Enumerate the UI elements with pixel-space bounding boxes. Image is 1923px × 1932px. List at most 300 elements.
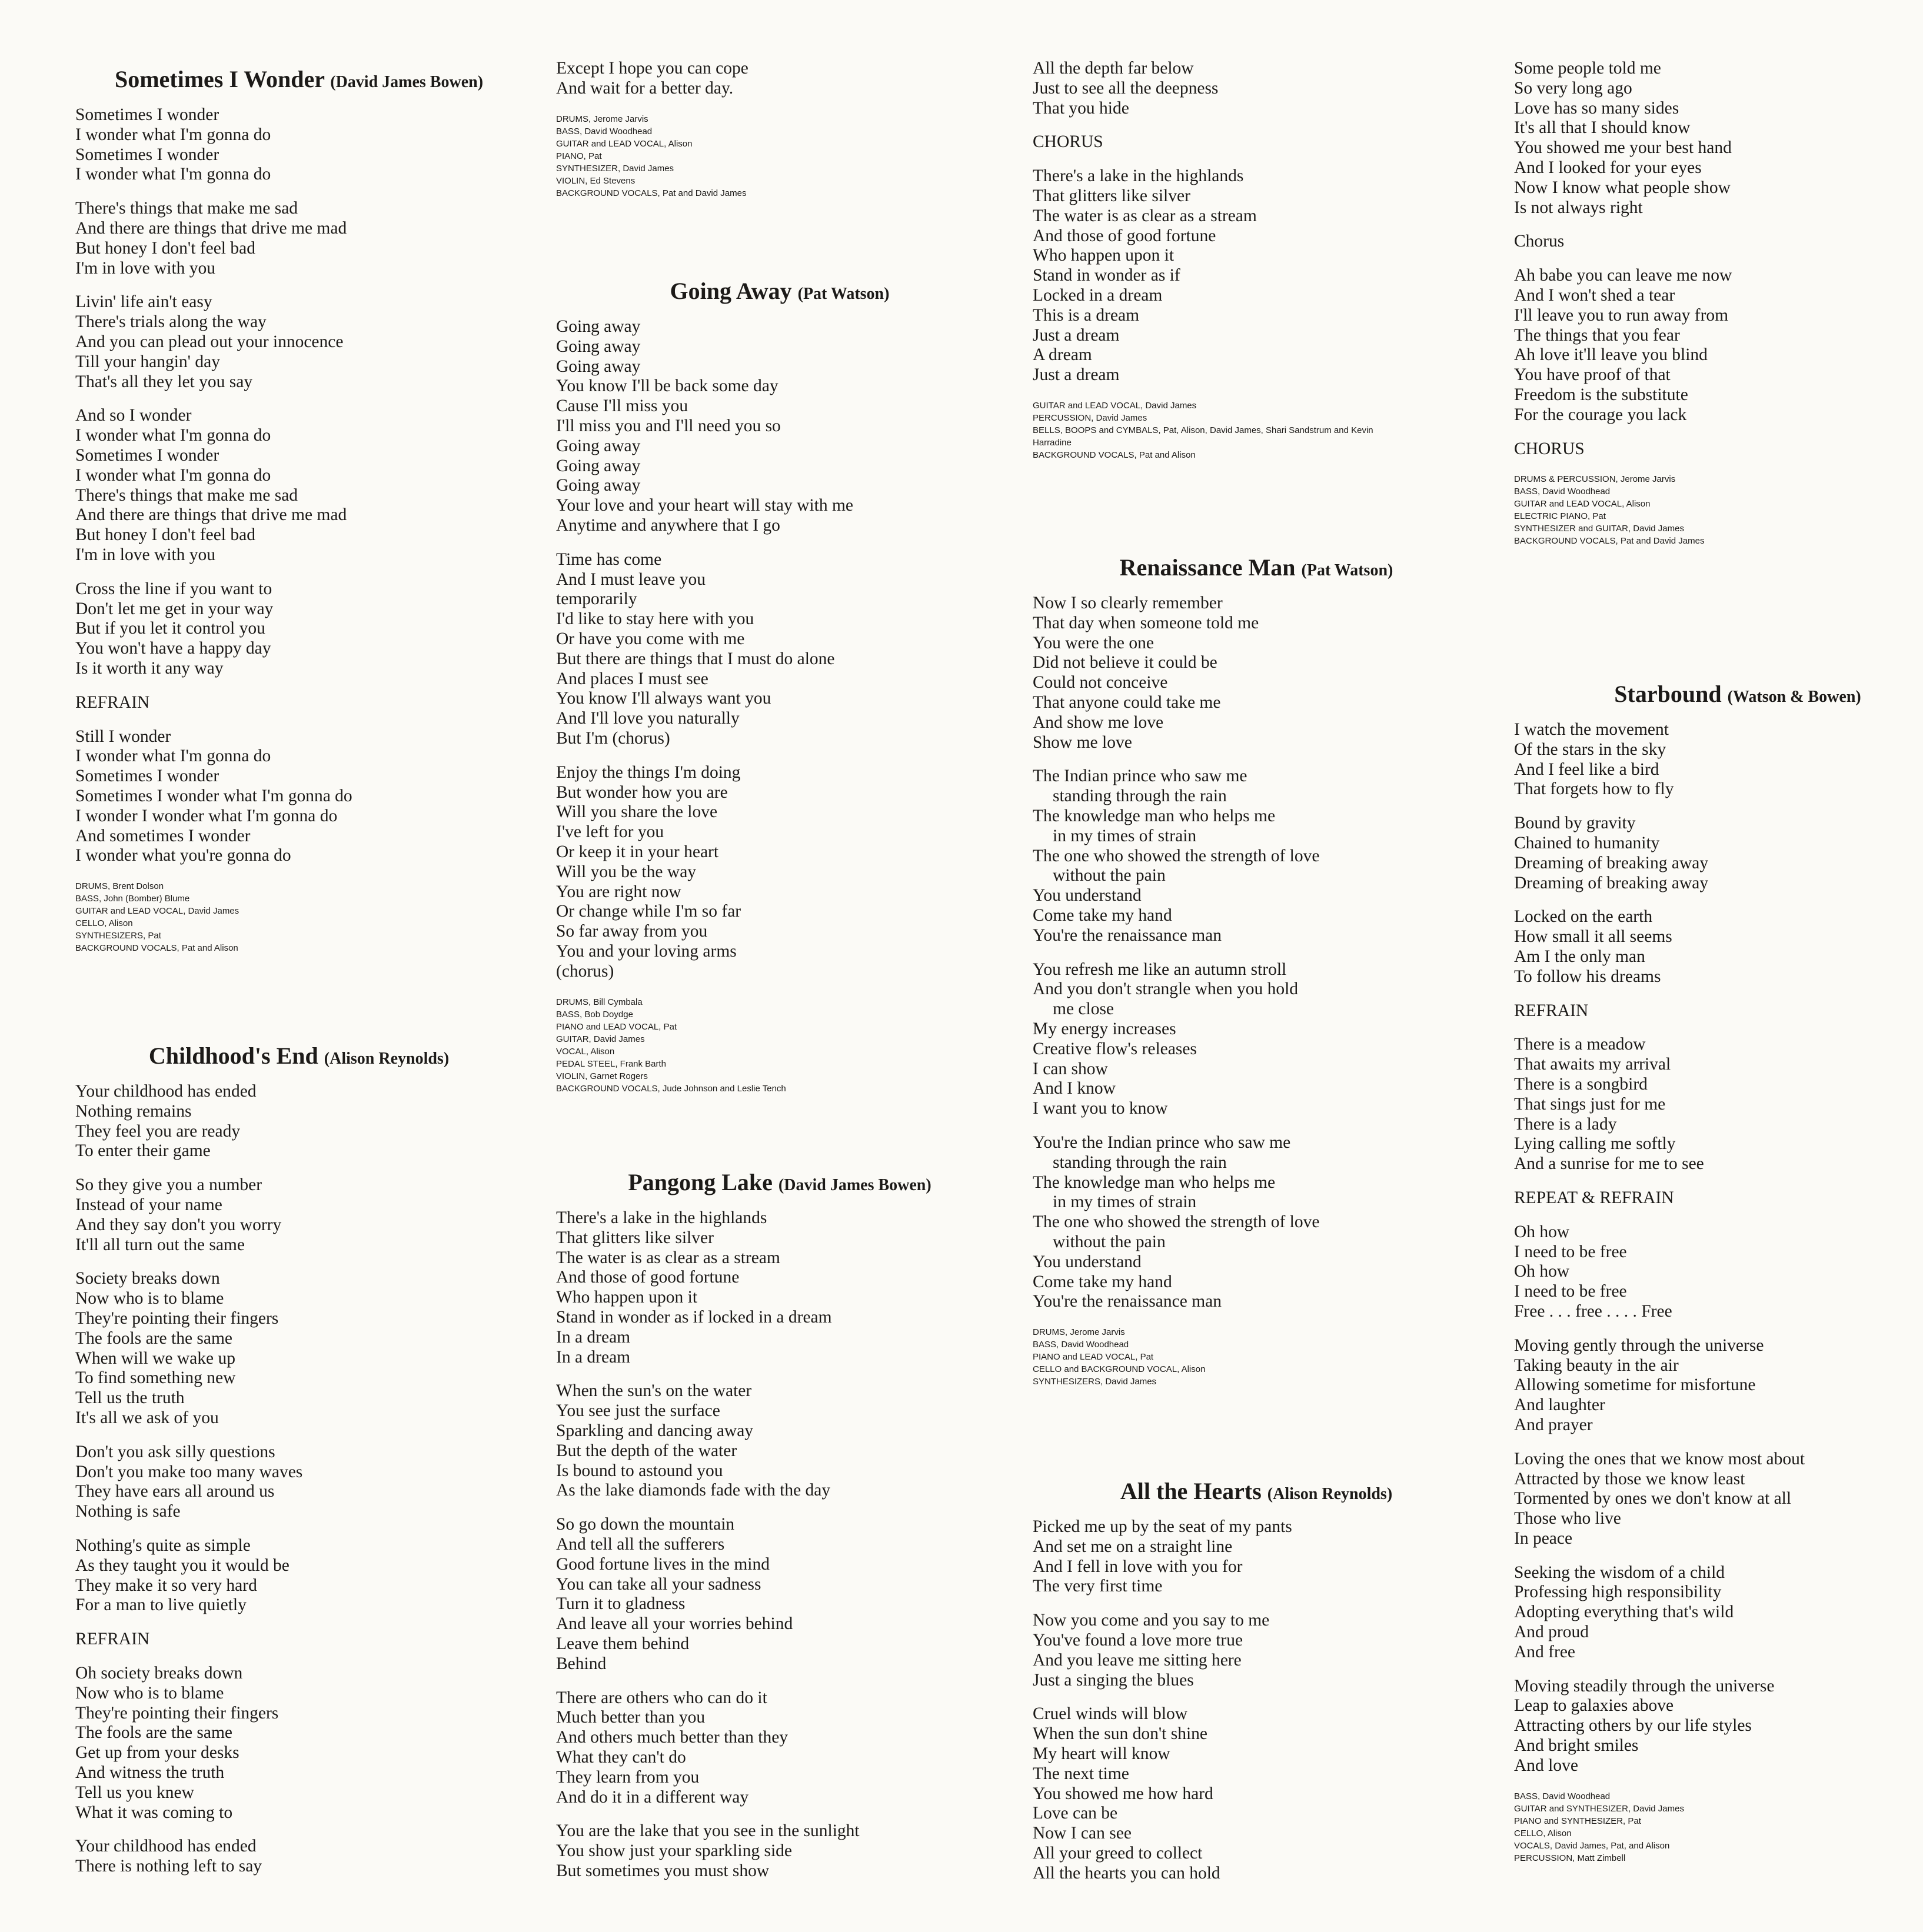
credit-line: DRUMS, Bill Cymbala — [556, 997, 643, 1007]
stanza — [1033, 1133, 1480, 1312]
lyric-line: And there are things that drive me mad — [75, 505, 347, 525]
stanza — [556, 1688, 1003, 1808]
lyric-line: That anyone could take me — [1033, 692, 1221, 712]
lyric-line: I wonder what I'm gonna do — [75, 426, 271, 445]
lyric-line: Of the stars in the sky — [1514, 740, 1666, 759]
lyric-line: What it was coming to — [75, 1803, 233, 1822]
lyric-line: Instead of your name — [75, 1195, 222, 1214]
lyric-line: But the depth of the water — [556, 1441, 737, 1460]
lyric-line: You know I'll be back some day — [556, 377, 778, 396]
lyric-line: All your greed to collect — [1033, 1843, 1203, 1863]
credit-line: BACKGROUND VOCALS, Jude Johnson and Leslie Tench — [556, 1083, 786, 1094]
stanza — [75, 1082, 523, 1161]
lyric-line: As the lake diamonds fade with the day — [556, 1481, 831, 1500]
lyric-line: You and your loving arms — [556, 941, 737, 961]
lyric-line: Now I so clearly remember — [1033, 594, 1223, 612]
lyric-line: standing through the rain — [1053, 1152, 1227, 1172]
credit-line: GUITAR and LEAD VOCAL, David James — [1033, 400, 1197, 411]
stanza — [1033, 59, 1480, 118]
lyric-line: And I must leave you — [556, 569, 706, 589]
credit-line: ELECTRIC PIANO, Pat — [1514, 511, 1606, 522]
lyric-line: Going away — [556, 357, 641, 376]
lyric-line: Going away — [556, 337, 641, 356]
lyric-line: And witness the truth — [75, 1763, 225, 1782]
credit-line: VOCAL, Alison — [556, 1046, 615, 1057]
stanza — [1514, 720, 1923, 800]
lyric-line: Oh society breaks down — [75, 1663, 243, 1683]
lyric-line: You see just the surface — [556, 1401, 720, 1421]
lyric-line: It's all we ask of you — [75, 1408, 219, 1427]
stanza — [556, 59, 1003, 99]
lyric-line: There's a lake in the highlands — [1033, 166, 1244, 186]
lyric-line: in my times of strain — [1053, 826, 1197, 845]
lyric-line: Except I hope you can cope — [556, 59, 748, 78]
lyric-line: There is a meadow — [1514, 1035, 1646, 1054]
credits-list — [75, 880, 523, 954]
lyric-line: When will we wake up — [75, 1348, 235, 1368]
lyric-line: Good fortune lives in the mind — [556, 1554, 770, 1574]
lyric-line: I wonder what I'm gonna do — [75, 465, 271, 485]
lyric-line: It's all that I should know — [1514, 118, 1691, 138]
lyric-line: And I fell in love with you for — [1033, 1557, 1243, 1576]
lyric-line: What they can't do — [556, 1747, 686, 1767]
credit-line: PERCUSSION, Matt Zimbell — [1514, 1853, 1626, 1863]
credit-line: BASS, David Woodhead — [1033, 1340, 1129, 1350]
lyric-line: And leave all your worries behind — [556, 1614, 793, 1634]
lyric-line: How small it all seems — [1514, 927, 1672, 947]
lyric-line: You are the lake that you see in the sunlight — [556, 1821, 860, 1841]
lyric-line: Behind — [556, 1654, 607, 1673]
lyric-line: I wonder what I'm gonna do — [75, 747, 271, 766]
lyric-line: Livin' life ain't easy — [75, 292, 212, 312]
stanza — [1514, 1035, 1923, 1174]
lyric-line: So very long ago — [1514, 78, 1632, 98]
lyric-line: in my times of strain — [1053, 1192, 1197, 1212]
lyric-line: Just a singing the blues — [1033, 1670, 1194, 1690]
lyric-line: Sometimes I wonder — [75, 767, 219, 786]
stanza — [1514, 1677, 1923, 1776]
lyric-line: There's things that make me sad — [75, 199, 298, 218]
lyric-line: Going away — [556, 456, 641, 475]
credit-line: CELLO, Alison — [1514, 1828, 1572, 1838]
song-author: (David James Bowen) — [778, 1176, 931, 1194]
credit-line: BELLS, BOOPS and CYMBALS, Pat, Alison, David James, Shari Sandstrum and Kevin — [1033, 425, 1373, 435]
credit-line: GUITAR and LEAD VOCAL, David James — [75, 906, 239, 917]
section-marker: REFRAIN — [1514, 1001, 1589, 1020]
lyric-line: You were the one — [1033, 633, 1154, 652]
credit-line: BASS, Bob Doydge — [556, 1009, 633, 1020]
lyric-line: You showed me your best hand — [1514, 138, 1732, 158]
lyric-line: Professing high responsibility — [1514, 1583, 1722, 1602]
lyric-line: I wonder what I'm gonna do — [75, 165, 271, 184]
lyric-line: So far away from you — [556, 922, 708, 941]
lyric-line: You know I'll always want you — [556, 689, 771, 708]
lyric-line: I've left for you — [556, 822, 664, 842]
lyric-line: Oh how — [1514, 1222, 1570, 1241]
credit-line: BACKGROUND VOCALS, Pat and Alison — [75, 943, 238, 954]
lyric-line: And those of good fortune — [1033, 226, 1216, 245]
credit-line: DRUMS, Brent Dolson — [75, 881, 164, 892]
stanza — [1514, 907, 1923, 987]
lyric-line: And I'll love you naturally — [556, 709, 740, 728]
stanza — [1514, 1563, 1923, 1663]
section-marker: REFRAIN — [75, 692, 150, 712]
lyric-line: In peace — [1514, 1528, 1573, 1548]
lyric-line: I'll miss you and I'll need you so — [556, 416, 781, 435]
stanza — [556, 1208, 1003, 1367]
lyric-line: So go down the mountain — [556, 1515, 735, 1534]
lyric-line: I watch the movement — [1514, 720, 1669, 739]
lyric-line: And places I must see — [556, 669, 708, 688]
lyric-line: And sometimes I wonder — [75, 826, 251, 845]
lyric-line: Stand in wonder as if locked in a dream — [556, 1307, 832, 1327]
stanza — [556, 317, 1003, 536]
lyric-line: Just to see all the deepness — [1033, 78, 1219, 98]
lyric-line: And do it in a different way — [556, 1787, 749, 1807]
credit-line: VIOLIN, Ed Stevens — [556, 175, 636, 186]
credits-list — [1033, 399, 1480, 461]
lyric-line: I wonder what I'm gonna do — [75, 125, 271, 144]
lyric-line: Love can be — [1033, 1804, 1118, 1823]
lyric-line: The knowledge man who helps me — [1033, 1172, 1276, 1192]
stanza — [556, 1381, 1003, 1501]
lyric-line: You understand — [1033, 1252, 1142, 1271]
lyric-line: There is nothing left to say — [75, 1857, 262, 1876]
stanza — [75, 105, 523, 185]
lyric-line: And I won't shed a tear — [1514, 285, 1675, 305]
stanza — [75, 199, 523, 278]
lyric-line: Anytime and anywhere that I go — [556, 515, 780, 535]
stanza — [75, 1175, 523, 1255]
lyric-line: That awaits my arrival — [1514, 1055, 1671, 1074]
credit-line: BASS, David Woodhead — [1514, 1791, 1611, 1801]
credit-line: CELLO and BACKGROUND VOCAL, Alison — [1033, 1364, 1206, 1375]
lyric-line: All the hearts you can hold — [1033, 1863, 1220, 1883]
lyric-line: There's things that make me sad — [75, 485, 298, 505]
section-marker: CHORUS — [1033, 132, 1103, 152]
lyric-line: To follow his dreams — [1514, 967, 1661, 986]
lyric-line: I wonder what you're gonna do — [75, 846, 291, 865]
lyric-line: Lying calling me softly — [1514, 1134, 1676, 1154]
lyric-line: They feel you are ready — [75, 1121, 241, 1141]
lyric-line: The fools are the same — [75, 1723, 233, 1743]
lyric-line: Show me love — [1033, 732, 1132, 752]
stanza — [75, 579, 523, 679]
stanza — [1514, 814, 1923, 893]
song-title — [1033, 553, 1480, 585]
lyric-line: Sparkling and dancing away — [556, 1421, 754, 1440]
lyric-line: Sometimes I wonder — [75, 445, 219, 465]
song-title — [556, 1168, 1003, 1200]
credit-line: VOCALS, David James, Pat, and Alison — [1514, 1840, 1670, 1851]
lyric-line: Love has so many sides — [1514, 98, 1679, 118]
song-author: (Alison Reynolds) — [324, 1050, 450, 1068]
lyric-line: Nothing's quite as simple — [75, 1535, 251, 1555]
lyric-line: The one who showed the strength of love — [1033, 1213, 1320, 1232]
song-block — [75, 65, 523, 954]
credit-line: SYNTHESIZER and GUITAR, David James — [1514, 524, 1684, 534]
lyric-line: That sings just for me — [1514, 1094, 1666, 1114]
lyric-line: To enter their game — [75, 1141, 211, 1161]
lyric-line: This is a dream — [1033, 305, 1140, 325]
lyrics-column-2 — [556, 59, 1003, 1880]
lyric-line: Allowing sometime for misfortune — [1514, 1375, 1756, 1395]
lyric-line: I'm in love with you — [75, 258, 216, 278]
lyric-line: Turn it to gladness — [556, 1594, 686, 1614]
stanza — [75, 1443, 523, 1522]
stanza — [75, 1664, 523, 1823]
lyric-line: Adopting everything that's wild — [1514, 1603, 1734, 1622]
lyric-line: And there are things that drive me mad — [75, 218, 347, 238]
lyric-line: I want you to know — [1033, 1099, 1168, 1118]
lyric-line: That glitters like silver — [556, 1228, 714, 1247]
lyric-line: temporarily — [556, 589, 637, 609]
lyric-line: The next time — [1033, 1764, 1129, 1783]
stanza — [1033, 1517, 1480, 1597]
section-marker: REPEAT & REFRAIN — [1514, 1188, 1674, 1207]
lyric-line: Or change while I'm so far — [556, 902, 741, 921]
lyric-line: Just a dream — [1033, 365, 1120, 385]
song-title — [556, 277, 1003, 309]
lyric-line: And free — [1514, 1642, 1576, 1661]
lyric-line: The Indian prince who saw me — [1033, 767, 1247, 786]
credits-list — [1514, 473, 1923, 547]
lyrics-column-1 — [75, 59, 523, 1876]
lyric-line: You are right now — [556, 882, 681, 901]
song-block — [1033, 547, 1480, 1388]
lyric-line: So they give you a number — [75, 1175, 262, 1195]
lyric-line: But if you let it control you — [75, 619, 265, 638]
lyric-line: Leave them behind — [556, 1634, 690, 1653]
lyric-line: You showed me how hard — [1033, 1784, 1213, 1803]
lyric-line: You understand — [1033, 886, 1142, 905]
lyric-line: And proud — [1514, 1623, 1589, 1642]
lyric-line: There's trials along the way — [75, 312, 267, 332]
lyric-line: Now who is to blame — [75, 1289, 224, 1308]
stanza — [1514, 1450, 1923, 1549]
lyric-line: The one who showed the strength of love — [1033, 846, 1320, 865]
lyric-line: Is bound to astound you — [556, 1461, 723, 1480]
song-block — [1514, 674, 1923, 1864]
lyric-line: And they say don't you worry — [75, 1215, 282, 1234]
lyric-line: Come take my hand — [1033, 1272, 1172, 1291]
lyric-line: Stand in wonder as if — [1033, 266, 1180, 285]
lyric-line: You've found a love more true — [1033, 1630, 1243, 1650]
song-title — [75, 1041, 523, 1074]
lyric-line: You're the renaissance man — [1033, 925, 1222, 945]
song-author: (Alison Reynolds) — [1267, 1485, 1393, 1503]
lyric-line: And love — [1514, 1756, 1578, 1775]
lyric-line: Now I know what people show — [1514, 178, 1731, 197]
lyric-line: Don't you make too many waves — [75, 1462, 303, 1481]
credits-list — [556, 996, 1003, 1095]
lyric-line: Chained to humanity — [1514, 833, 1660, 852]
stanza — [1514, 59, 1923, 218]
lyric-line: Sometimes I wonder — [75, 145, 219, 164]
credit-line: BASS, David Woodhead — [556, 126, 653, 136]
lyric-line: Those who live — [1514, 1509, 1621, 1528]
lyric-line: And you don't strangle when you hold — [1033, 980, 1299, 999]
lyric-line: Seeking the wisdom of a child — [1514, 1563, 1725, 1582]
credits-list — [1033, 1326, 1480, 1388]
lyric-line: And show me love — [1033, 712, 1164, 732]
credit-line: PIANO and SYNTHESIZER, Pat — [1514, 1816, 1641, 1826]
stanza — [1514, 1336, 1923, 1435]
stanza — [556, 1821, 1003, 1881]
lyric-line: But honey I don't feel bad — [75, 525, 255, 545]
lyric-line: They're pointing their fingers — [75, 1703, 279, 1723]
credit-line: SYNTHESIZER, David James — [556, 163, 674, 174]
song-block — [556, 59, 1003, 199]
lyric-line: You can take all your sadness — [556, 1574, 761, 1594]
lyric-line: And I feel like a bird — [1514, 760, 1659, 779]
lyric-line: The water is as clear as a stream — [556, 1248, 780, 1267]
lyric-line: Moving gently through the universe — [1514, 1335, 1764, 1355]
lyric-line: Picked me up by the seat of my pants — [1033, 1517, 1292, 1536]
lyric-line: And you can plead out your innocence — [75, 332, 344, 351]
lyric-line: Tormented by ones we don't know at all — [1514, 1489, 1792, 1508]
lyric-line: Creative flow's releases — [1033, 1039, 1197, 1058]
lyric-line: Will you share the love — [556, 802, 718, 822]
song-block — [1514, 59, 1923, 547]
song-block — [75, 1035, 523, 1891]
lyric-line: That glitters like silver — [1033, 186, 1190, 205]
lyric-line: Freedom is the substitute — [1514, 385, 1688, 404]
song-title-text: Starbound — [1614, 681, 1722, 707]
lyric-line: I can show — [1033, 1059, 1108, 1078]
lyric-line: (chorus) — [556, 961, 614, 981]
credit-line: GUITAR and LEAD VOCAL, Alison — [1514, 499, 1651, 509]
stanza — [1033, 166, 1480, 385]
credit-line: Harradine — [1033, 437, 1072, 448]
song-title-text: Childhood's End — [148, 1042, 318, 1069]
lyric-line: When the sun's on the water — [556, 1381, 752, 1401]
credit-line: PERCUSSION, David James — [1033, 412, 1147, 423]
lyric-line: Leap to galaxies above — [1514, 1696, 1674, 1716]
stanza — [1514, 266, 1923, 425]
lyric-line: Who happen upon it — [556, 1288, 698, 1307]
lyric-line: I'd like to stay here with you — [556, 609, 754, 629]
lyrics-column-3 — [1033, 59, 1480, 1883]
stanza — [1033, 767, 1480, 945]
song-title-text: Renaissance Man — [1119, 554, 1296, 581]
lyric-line: Going away — [556, 436, 641, 455]
lyric-line: The water is as clear as a stream — [1033, 206, 1257, 225]
lyric-line: There's a lake in the highlands — [556, 1208, 767, 1227]
lyric-line: Your love and your heart will stay with me — [556, 496, 853, 515]
lyric-line: Cause I'll miss you — [556, 397, 688, 416]
lyrics-column-4 — [1514, 59, 1923, 1863]
lyric-line: Or keep it in your heart — [556, 842, 719, 861]
credit-line: BASS, John (Bomber) Blume — [75, 894, 190, 904]
credit-line: GUITAR and LEAD VOCAL, Alison — [556, 138, 693, 149]
lyric-line: without the pain — [1053, 1232, 1166, 1251]
lyric-line: And I looked for your eyes — [1514, 158, 1702, 177]
lyric-line: Attracting others by our life styles — [1514, 1716, 1752, 1736]
stanza — [75, 406, 523, 565]
lyric-line: Is not always right — [1514, 198, 1643, 217]
lyric-line: You're the renaissance man — [1033, 1292, 1222, 1311]
credit-line: SYNTHESIZERS, Pat — [75, 931, 161, 941]
lyric-line: You won't have a happy day — [75, 639, 271, 658]
lyric-line: Locked in a dream — [1033, 285, 1163, 305]
lyric-line: Nothing is safe — [75, 1502, 181, 1521]
lyric-line: And wait for a better day. — [556, 78, 734, 98]
lyric-line: And so I wonder — [75, 406, 192, 425]
lyric-line: Still I wonder — [75, 727, 171, 746]
lyric-line: Cross the line if you want to — [75, 579, 272, 598]
lyric-line: That forgets how to fly — [1514, 780, 1674, 799]
credit-line: PIANO and LEAD VOCAL, Pat — [556, 1021, 677, 1032]
stanza — [556, 763, 1003, 982]
credit-line: BACKGROUND VOCALS, Pat and Alison — [1033, 449, 1196, 460]
lyric-line: The very first time — [1033, 1577, 1163, 1596]
lyric-line: They're pointing their fingers — [75, 1308, 279, 1328]
lyric-line: You have proof of that — [1514, 365, 1671, 385]
stanza — [1033, 594, 1480, 752]
lyric-line: standing through the rain — [1053, 787, 1227, 806]
lyric-line: And set me on a straight line — [1033, 1537, 1233, 1556]
stanza — [556, 1515, 1003, 1674]
lyric-line: The things that you fear — [1514, 325, 1680, 345]
credit-line: GUITAR and SYNTHESIZER, David James — [1514, 1803, 1684, 1814]
lyric-line: I need to be free — [1514, 1242, 1627, 1261]
lyric-line: Dreaming of breaking away — [1514, 873, 1709, 892]
lyric-line: The fools are the same — [75, 1328, 233, 1348]
stanza — [1514, 1223, 1923, 1322]
credit-line: PIANO, Pat — [556, 151, 602, 161]
lyric-line: But wonder how you are — [556, 782, 728, 802]
lyric-line: For a man to live quietly — [75, 1595, 247, 1615]
lyric-line: Don't you ask silly questions — [75, 1442, 275, 1461]
lyric-line: And those of good fortune — [556, 1268, 740, 1287]
lyric-line: And I know — [1033, 1079, 1116, 1098]
lyric-line: And prayer — [1514, 1415, 1593, 1434]
lyric-line: Will you be the way — [556, 862, 697, 881]
credit-line: GUITAR, David James — [556, 1034, 645, 1044]
lyric-line: Your childhood has ended — [75, 1082, 257, 1101]
lyric-line: Now you come and you say to me — [1033, 1611, 1270, 1630]
lyric-line: Is it worth it any way — [75, 658, 224, 678]
stanza — [1033, 1704, 1480, 1883]
lyric-line: Going away — [556, 317, 641, 336]
stanza — [75, 727, 523, 867]
stanza — [1033, 1611, 1480, 1690]
song-title — [1514, 679, 1923, 712]
credit-line: BASS, David Woodhead — [1514, 487, 1611, 497]
lyric-line: They have ears all around us — [75, 1482, 275, 1501]
lyric-line: But there are things that I must do alone — [556, 649, 835, 668]
lyric-line: But I'm (chorus) — [556, 728, 670, 748]
lyric-line: I'm in love with you — [75, 545, 216, 564]
credit-line: PEDAL STEEL, Frank Barth — [556, 1058, 667, 1069]
lyric-line: Sometimes I wonder what I'm gonna do — [75, 786, 352, 805]
lyric-line: Now who is to blame — [75, 1683, 224, 1703]
lyric-line: It'll all turn out the same — [75, 1235, 245, 1254]
song-author: (Pat Watson) — [797, 285, 890, 303]
lyric-line: Locked on the earth — [1514, 907, 1653, 927]
lyric-line: Society breaks down — [75, 1269, 220, 1288]
lyric-line: I'll leave you to run away from — [1514, 305, 1729, 325]
song-title-text: All the Hearts — [1120, 1478, 1262, 1504]
section-marker: CHORUS — [1514, 439, 1585, 458]
lyric-line: That day when someone told me — [1033, 613, 1259, 632]
lyric-line: But sometimes you must show — [556, 1861, 770, 1880]
lyric-line: Time has come — [556, 549, 662, 569]
lyric-line: Free . . . free . . . . Free — [1514, 1301, 1672, 1321]
lyric-line: You're the Indian prince who saw me — [1033, 1132, 1291, 1152]
credits-list — [556, 113, 1003, 199]
